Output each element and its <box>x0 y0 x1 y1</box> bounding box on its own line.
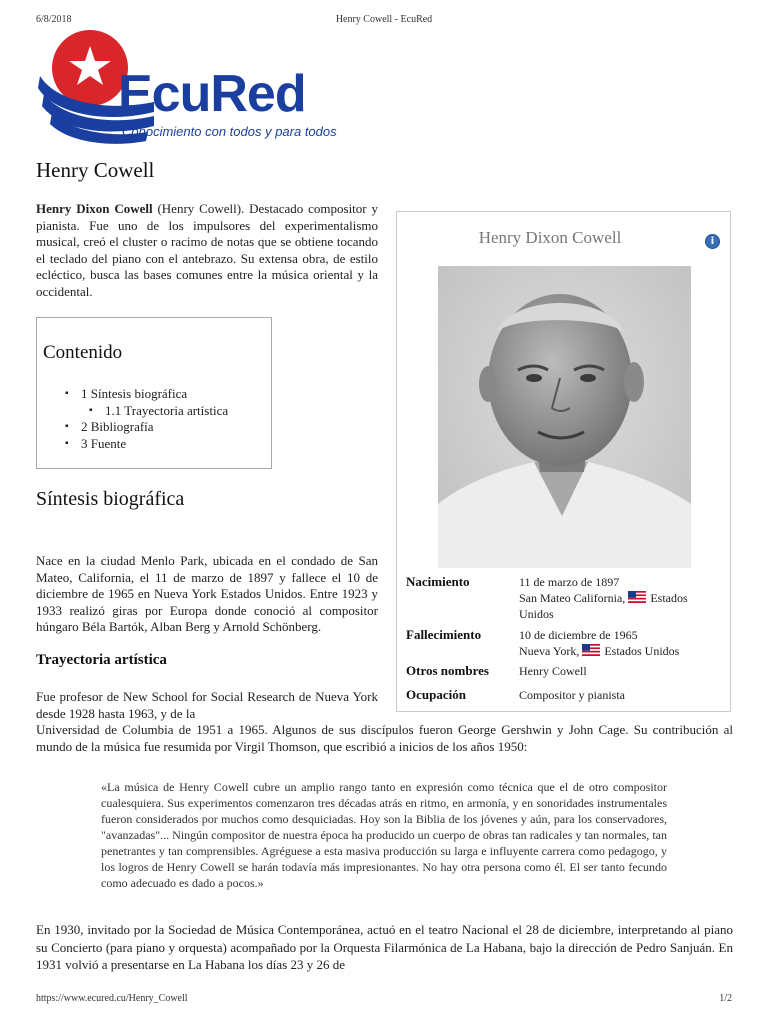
infobox-value <box>519 574 719 622</box>
table-of-contents <box>36 317 272 469</box>
sintesis-paragraph: Nace en la ciudad Menlo Park, ubicada en el condado de San Mateo, California, el 11 de marzo de 1897 y fallece el 10 de diciembre de 1965 en Nueva York Estados Unidos. Entre 1923 y 1933 realizó giras por Europa donde conoció al compositor húngaro Béla Bartók, Alban Berg y Arnold Schönberg. <box>36 553 378 635</box>
intro-paragraph <box>36 201 378 301</box>
toc-item-bibliografia[interactable]: ▪ 2 Bibliografía <box>65 419 228 436</box>
infobox-label: Nacimiento <box>406 574 470 589</box>
toc-item-sintesis[interactable]: ▪ 1 Síntesis biográfica <box>65 386 228 403</box>
intro-text: (Henry Cowell). Destacado compositor y pianista. Fue uno de los impulsores del experimentalismo musical, creó el cluster o racimo de notas que se obtiene tocando el teclado del piano con el antebrazo. Su extensa obra, de estilo ecléctico, busca las bases comunes entre la música oriental y la occidental. <box>36 201 378 299</box>
toc-item-fuente[interactable]: ▪ 3 Fuente <box>65 436 228 453</box>
death-date[interactable]: 10 de diciembre de 1965 <box>519 628 638 642</box>
trayectoria-paragraph-continued: Universidad de Columbia de 1951 a 1965. Algunos de sus discípulos fueron George Gershwin y John Cage. Su contribución al mundo de la música fue resumida por Virgil Thomson, que escribió a inicios de los años 1950: <box>36 722 733 754</box>
intro-bold-name: Henry Dixon Cowell <box>36 201 153 216</box>
infobox <box>396 211 731 712</box>
death-country[interactable]: Estados Unidos <box>604 644 680 658</box>
infobox-label: Fallecimiento <box>406 627 482 642</box>
print-url: https://www.ecured.cu/Henry_Cowell <box>36 993 188 1004</box>
portrait-photo[interactable] <box>438 266 691 568</box>
info-icon[interactable]: i <box>705 234 720 249</box>
infobox-title: Henry Dixon Cowell <box>478 228 622 247</box>
print-date: 6/8/2018 <box>36 14 72 25</box>
paragraph-1930: En 1930, invitado por la Sociedad de Música Contemporánea, actuó en el teatro Nacional el 28 de diciembre, interpretando al piano su Concierto (para piano y orquesta) acompañado por la Orquesta Filarmónica de La Habana, bajo la dirección de Pedro Sanjuán. En 1931 volvió a presentarse en La Habana los días 23 y 26 de <box>36 922 733 972</box>
section-heading-sintesis: Síntesis biográfica <box>36 488 185 510</box>
us-flag-icon <box>582 644 600 656</box>
print-page-title: Henry Cowell - EcuRed <box>335 14 433 25</box>
logo-wordmark: EcuRed <box>118 65 306 123</box>
infobox-value <box>519 627 719 659</box>
print-page-number: 1/2 <box>719 993 732 1004</box>
toc-title: Contenido <box>43 342 123 363</box>
toc-item-trayectoria[interactable]: ▪ 1.1 Trayectoria artística <box>89 403 228 420</box>
birth-place[interactable]: San Mateo California, <box>519 591 626 605</box>
toc-list <box>65 386 228 452</box>
infobox-label: Otros nombres <box>406 663 489 678</box>
ecured-logo[interactable] <box>36 28 346 146</box>
birth-date[interactable]: 11 de marzo de 1897 <box>519 575 620 589</box>
birth-country[interactable]: Estados Unidos <box>519 591 688 621</box>
infobox-value: Henry Cowell <box>519 664 587 678</box>
thomson-quote: «La música de Henry Cowell cubre un amplio rango tanto en expresión como técnica que el de otro compositor cualesquiera. Sus experimentos comenzaron tres décadas atrás en ritmo, en armonía, y en sonoridades instrumentales fueron considerados por muchos como desquiciadas. Hoy son la Biblia de los jóvenes y aún, para los conservadores, "avanzadas"... Ningún compositor de nuestra época ha producido un cuerpo de obras tan radicales y tan normales, tan penetrantes y tan comprensibles. Agréguese a esta masiva producción su larga e influyente carrera como pedagogo, y los logros de Henry Cowell se harán todavía más impresionantes. No hay otra persona como él. El ser tanto fecundo como adecuado es dado a pocos.» <box>101 780 667 890</box>
page-title: Henry Cowell <box>36 158 155 182</box>
logo-tagline: Conocimiento con todos y para todos <box>122 124 337 139</box>
us-flag-icon <box>628 591 646 603</box>
trayectoria-paragraph-start: Fue profesor de New School for Social Research de Nueva York desde 1928 hasta 1963, y de la <box>36 689 378 721</box>
infobox-label: Ocupación <box>406 687 466 702</box>
infobox-value: Compositor y pianista <box>519 688 625 702</box>
section-heading-trayectoria: Trayectoria artística <box>36 652 167 668</box>
death-place[interactable]: Nueva York, <box>519 644 580 658</box>
